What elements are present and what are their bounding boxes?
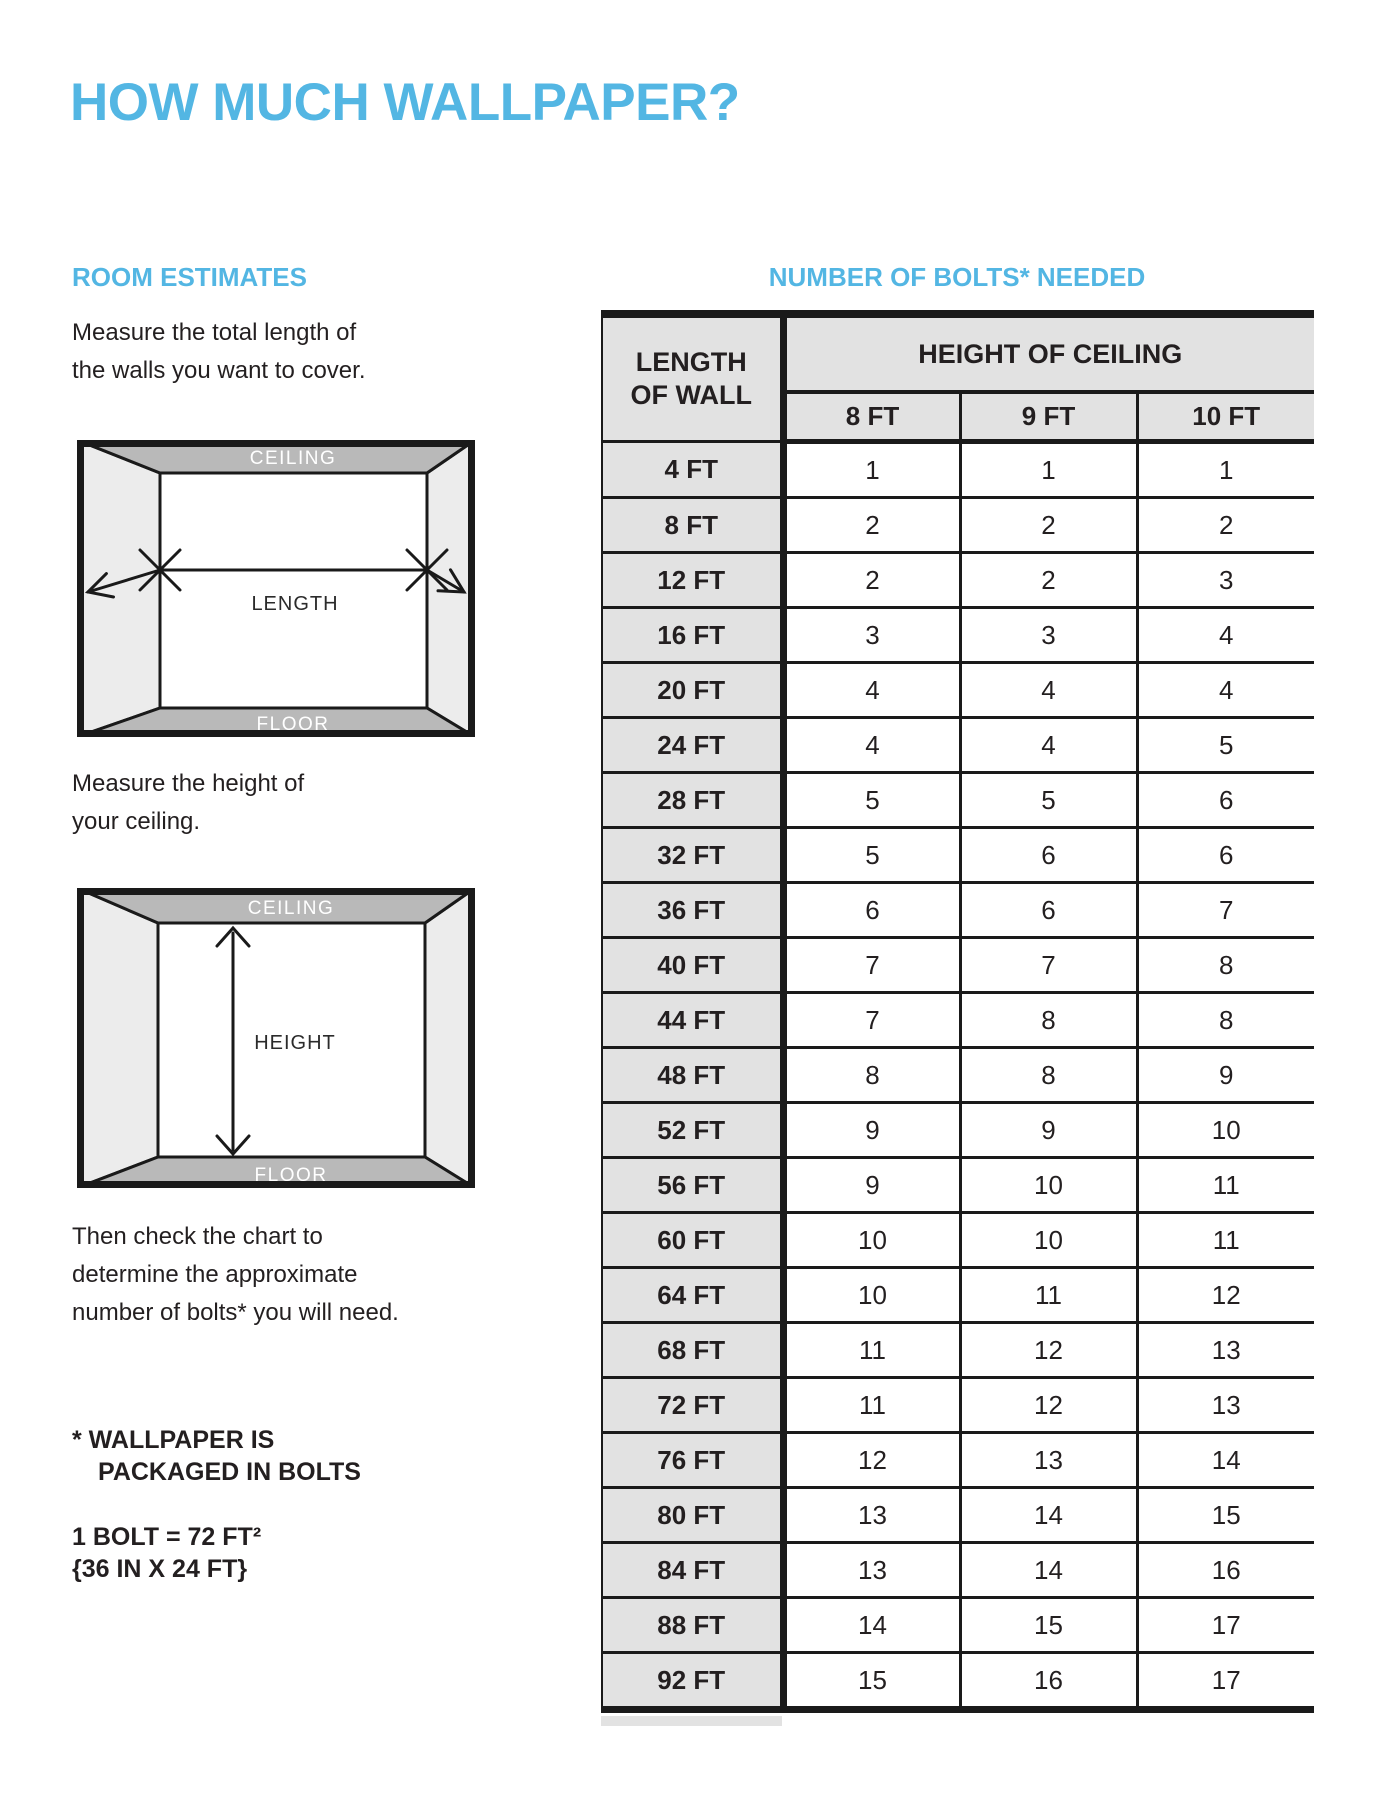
check-chart-instruction <box>72 1218 399 1332</box>
bolt-count-cell: 6 <box>960 883 1137 938</box>
bolt-count-cell: 14 <box>960 1488 1137 1543</box>
measure-height-instruction <box>72 765 304 841</box>
bolt-count-cell: 8 <box>960 993 1137 1048</box>
bolt-count-cell: 5 <box>1137 718 1314 773</box>
bolt-count-cell: 2 <box>783 498 960 553</box>
wall-length-cell: 68 FT <box>602 1323 783 1378</box>
bolt-count-cell: 9 <box>1137 1048 1314 1103</box>
table-row <box>602 1653 1314 1710</box>
bolt-count-cell: 14 <box>783 1598 960 1653</box>
left-wall <box>77 888 158 1188</box>
bolt-count-cell: 13 <box>783 1543 960 1598</box>
wall-length-cell: 52 FT <box>602 1103 783 1158</box>
bolt-count-cell: 15 <box>960 1598 1137 1653</box>
floor-label: FLOOR <box>254 1165 328 1186</box>
col-header-9ft: 9 FT <box>960 392 1137 442</box>
bolt-count-cell: 7 <box>960 938 1137 993</box>
bolt-count-cell: 15 <box>1137 1488 1314 1543</box>
table-row <box>602 1433 1314 1488</box>
bolt-count-cell: 4 <box>960 718 1137 773</box>
bolt-count-cell: 2 <box>960 498 1137 553</box>
table-row <box>602 993 1314 1048</box>
bolt-count-cell: 10 <box>783 1268 960 1323</box>
bolt-count-cell: 10 <box>783 1213 960 1268</box>
back-wall <box>160 473 427 708</box>
table-row <box>602 883 1314 938</box>
bolt-count-cell: 5 <box>783 828 960 883</box>
bolt-count-cell: 4 <box>783 718 960 773</box>
bolt-count-cell: 16 <box>960 1653 1137 1710</box>
bolt-count-cell: 9 <box>783 1158 960 1213</box>
bolt-count-cell: 4 <box>783 663 960 718</box>
length-of-wall-header <box>602 314 783 442</box>
room-estimates-heading: ROOM ESTIMATES <box>72 262 307 292</box>
bolt-count-cell: 15 <box>783 1653 960 1710</box>
instruction-line: Then check the chart to <box>72 1223 323 1250</box>
page-title: HOW MUCH WALLPAPER? <box>70 73 740 132</box>
bolt-count-cell: 6 <box>1137 773 1314 828</box>
bolt-count-cell: 11 <box>783 1378 960 1433</box>
table-row <box>602 663 1314 718</box>
instruction-line: Measure the height of <box>72 770 305 797</box>
bolt-count-cell: 11 <box>1137 1158 1314 1213</box>
height-of-ceiling-header: HEIGHT OF CEILING <box>783 314 1314 392</box>
wall-length-cell: 24 FT <box>602 718 783 773</box>
bolt-count-cell: 11 <box>1137 1213 1314 1268</box>
bolt-count-cell: 11 <box>783 1323 960 1378</box>
table-row <box>602 1323 1314 1378</box>
bolt-count-cell: 17 <box>1137 1653 1314 1710</box>
header-line: LENGTH <box>635 347 747 377</box>
bolt-count-cell: 6 <box>960 828 1137 883</box>
wall-length-cell: 56 FT <box>602 1158 783 1213</box>
bolt-dimensions: {36 IN X 24 FT} <box>72 1555 248 1583</box>
bolt-count-cell: 11 <box>960 1268 1137 1323</box>
bolt-size-info <box>72 1521 261 1585</box>
wall-length-cell: 76 FT <box>602 1433 783 1488</box>
wall-length-cell: 16 FT <box>602 608 783 663</box>
bolt-count-cell: 7 <box>783 993 960 1048</box>
bolt-count-cell: 5 <box>960 773 1137 828</box>
wall-length-cell: 48 FT <box>602 1048 783 1103</box>
table-row <box>602 1048 1314 1103</box>
bolts-table-body <box>602 442 1314 1710</box>
bolt-count-cell: 2 <box>960 553 1137 608</box>
table-row <box>602 718 1314 773</box>
right-wall <box>425 888 475 1188</box>
wall-length-cell: 92 FT <box>602 1653 783 1710</box>
table-row <box>602 553 1314 608</box>
wall-length-cell: 80 FT <box>602 1488 783 1543</box>
bolt-count-cell: 1 <box>1137 442 1314 498</box>
instruction-line: your ceiling. <box>72 808 201 835</box>
wall-length-cell: 44 FT <box>602 993 783 1048</box>
instruction-line: determine the approximate <box>72 1261 358 1288</box>
bolt-count-cell: 10 <box>1137 1103 1314 1158</box>
wall-length-cell: 88 FT <box>602 1598 783 1653</box>
bolt-count-cell: 10 <box>960 1213 1137 1268</box>
bolts-needed-heading: NUMBER OF BOLTS* NEEDED <box>768 262 1146 292</box>
bolt-equation: 1 BOLT = 72 FT² <box>72 1523 262 1551</box>
bolt-count-cell: 12 <box>1137 1268 1314 1323</box>
bolt-count-cell: 13 <box>960 1433 1137 1488</box>
room-height-diagram <box>77 888 475 1188</box>
floor-label: FLOOR <box>256 714 330 735</box>
bolt-count-cell: 1 <box>960 442 1137 498</box>
instruction-line: the walls you want to cover. <box>72 357 366 384</box>
bolt-count-cell: 7 <box>783 938 960 993</box>
table-row <box>602 442 1314 498</box>
ceiling-label: CEILING <box>249 448 337 469</box>
bolt-count-cell: 5 <box>783 773 960 828</box>
table-row <box>602 773 1314 828</box>
table-row <box>602 1268 1314 1323</box>
bolt-count-cell: 17 <box>1137 1598 1314 1653</box>
col-header-8ft: 8 FT <box>783 392 960 442</box>
bolt-count-cell: 8 <box>1137 993 1314 1048</box>
table-row <box>602 938 1314 993</box>
bolt-count-cell: 1 <box>783 442 960 498</box>
wall-length-cell: 32 FT <box>602 828 783 883</box>
bolt-count-cell: 13 <box>1137 1323 1314 1378</box>
table-row <box>602 1103 1314 1158</box>
bolt-count-cell: 7 <box>1137 883 1314 938</box>
table-row <box>602 1488 1314 1543</box>
bolt-count-cell: 9 <box>960 1103 1137 1158</box>
table-row <box>602 498 1314 553</box>
bolt-count-cell: 16 <box>1137 1543 1314 1598</box>
table-row <box>602 608 1314 663</box>
bolt-count-cell: 8 <box>783 1048 960 1103</box>
table-row <box>602 1598 1314 1653</box>
bolt-count-cell: 8 <box>1137 938 1314 993</box>
bolt-count-cell: 4 <box>1137 663 1314 718</box>
right-wall <box>427 440 475 737</box>
table-row <box>602 1213 1314 1268</box>
bolt-count-cell: 6 <box>1137 828 1314 883</box>
bolt-count-cell: 6 <box>783 883 960 938</box>
height-label: HEIGHT <box>254 1032 336 1054</box>
bolts-table <box>601 310 1314 1713</box>
wall-length-cell: 60 FT <box>602 1213 783 1268</box>
instruction-line: Measure the total length of <box>72 319 357 346</box>
bolt-footnote <box>72 1424 361 1488</box>
wall-length-cell: 64 FT <box>602 1268 783 1323</box>
wall-length-cell: 28 FT <box>602 773 783 828</box>
length-label: LENGTH <box>251 593 339 615</box>
bolt-count-cell: 10 <box>960 1158 1137 1213</box>
wall-length-cell: 84 FT <box>602 1543 783 1598</box>
wall-length-cell: 4 FT <box>602 442 783 498</box>
wall-length-cell: 72 FT <box>602 1378 783 1433</box>
bolt-count-cell: 8 <box>960 1048 1137 1103</box>
wall-length-cell: 20 FT <box>602 663 783 718</box>
col-header-10ft: 10 FT <box>1137 392 1314 442</box>
table-header-row <box>602 314 1314 392</box>
bolt-count-cell: 12 <box>960 1323 1137 1378</box>
bolt-count-cell: 12 <box>960 1378 1137 1433</box>
table-row <box>602 828 1314 883</box>
instruction-line: number of bolts* you will need. <box>72 1299 399 1326</box>
bolt-count-cell: 9 <box>783 1103 960 1158</box>
table-row <box>602 1543 1314 1598</box>
header-line: OF WALL <box>630 380 752 410</box>
bolt-count-cell: 14 <box>1137 1433 1314 1488</box>
bolt-count-cell: 14 <box>960 1543 1137 1598</box>
footnote-line: * WALLPAPER IS <box>72 1426 275 1454</box>
bolt-count-cell: 13 <box>783 1488 960 1543</box>
bolt-count-cell: 2 <box>783 553 960 608</box>
table-row <box>602 1158 1314 1213</box>
table-row <box>602 1378 1314 1433</box>
table-left-column-stub <box>601 1716 782 1726</box>
wall-length-cell: 36 FT <box>602 883 783 938</box>
measure-length-instruction <box>72 314 365 390</box>
room-length-diagram <box>77 440 475 737</box>
bolt-count-cell: 13 <box>1137 1378 1314 1433</box>
bolt-count-cell: 4 <box>1137 608 1314 663</box>
bolt-count-cell: 2 <box>1137 498 1314 553</box>
bolt-count-cell: 3 <box>960 608 1137 663</box>
footnote-line: PACKAGED IN BOLTS <box>98 1458 361 1486</box>
bolt-count-cell: 4 <box>960 663 1137 718</box>
wall-length-cell: 12 FT <box>602 553 783 608</box>
bolt-count-cell: 12 <box>783 1433 960 1488</box>
wall-length-cell: 8 FT <box>602 498 783 553</box>
bolt-count-cell: 3 <box>783 608 960 663</box>
bolt-count-cell: 3 <box>1137 553 1314 608</box>
wall-length-cell: 40 FT <box>602 938 783 993</box>
ceiling-label: CEILING <box>247 898 335 919</box>
